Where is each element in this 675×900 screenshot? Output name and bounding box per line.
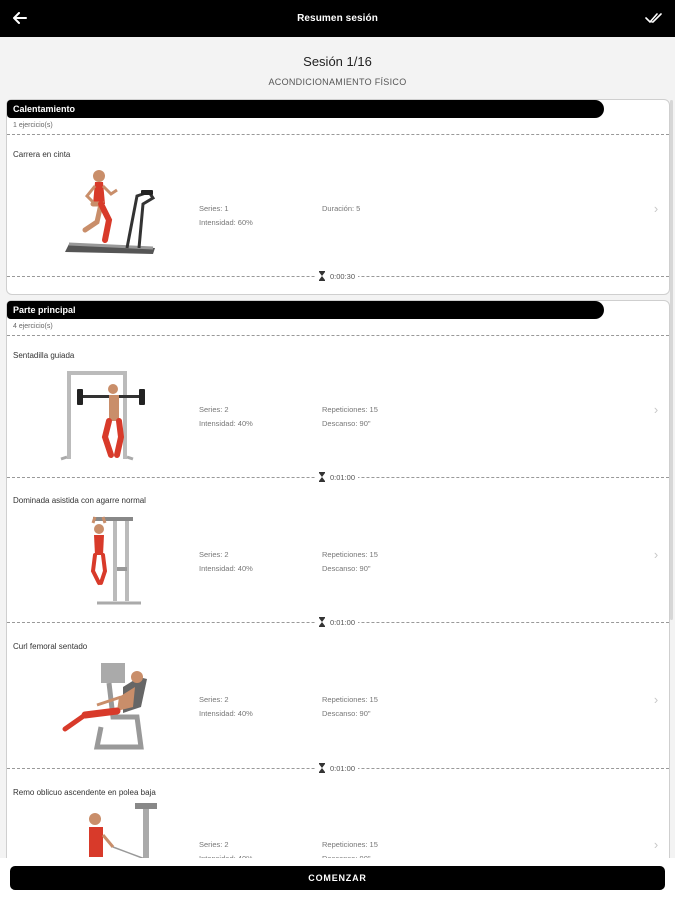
exercise-name: Sentadilla guiada [13, 351, 75, 360]
section-title: Calentamiento [7, 100, 604, 118]
session-title: Sesión 1/16 [303, 54, 372, 69]
exercise-name: Dominada asistida con agarre normal [13, 496, 146, 505]
rest-timer [315, 763, 358, 773]
section-warmup [6, 99, 670, 295]
rest-timer [315, 617, 358, 627]
exercise-count: 4 ejercicio(s) [13, 323, 53, 330]
double-check-icon[interactable] [643, 8, 665, 28]
start-button[interactable]: COMENZAR [10, 866, 665, 890]
exercise-count: 1 ejercicio(s) [13, 122, 53, 129]
rest-timer [315, 271, 358, 281]
scrollbar[interactable] [670, 100, 673, 620]
hourglass-icon [318, 763, 326, 773]
exercise-rest: Descanso: 90" [322, 419, 371, 428]
exercise-series: Series: 2 [199, 695, 229, 704]
session-subtitle: ACONDICIONAMIENTO FÍSICO [268, 77, 407, 87]
exercise-name: Carrera en cinta [13, 150, 71, 159]
divider [7, 134, 669, 135]
exercise-intensity: Intensidad: 60% [199, 218, 253, 227]
timer-value: 0:01:00 [330, 763, 356, 773]
hourglass-icon [318, 472, 326, 482]
exercise-reps: Repeticiones: 15 [322, 550, 378, 559]
chevron-right-icon[interactable]: › [653, 201, 659, 216]
exercise-name: Curl femoral sentado [13, 642, 88, 651]
exercise-reps: Repeticiones: 15 [322, 695, 378, 704]
section-main [6, 300, 670, 870]
chevron-right-icon[interactable]: › [653, 837, 659, 852]
chevron-right-icon[interactable]: › [653, 547, 659, 562]
hourglass-icon [318, 271, 326, 281]
chevron-right-icon[interactable]: › [653, 692, 659, 707]
treadmill-runner-illustration [57, 164, 167, 260]
timer-value: 0:01:00 [330, 472, 356, 482]
screen-title: Resumen sesión [297, 13, 378, 24]
exercise-reps: Repeticiones: 15 [322, 405, 378, 414]
exercise-rest: Descanso: 90" [322, 709, 371, 718]
back-arrow-icon[interactable] [10, 8, 30, 28]
top-bar [0, 0, 675, 37]
timer-value: 0:00:30 [330, 271, 356, 281]
smith-machine-squat-illustration [57, 367, 167, 463]
exercise-series: Series: 2 [199, 550, 229, 559]
exercise-series: Series: 1 [199, 204, 229, 213]
assisted-pullup-illustration [57, 511, 167, 607]
exercise-series: Series: 2 [199, 405, 229, 414]
seated-leg-curl-illustration [57, 657, 167, 753]
exercise-reps: Repeticiones: 15 [322, 840, 378, 849]
section-title: Parte principal [7, 301, 604, 319]
exercise-intensity: Intensidad: 40% [199, 564, 253, 573]
timer-value: 0:01:00 [330, 617, 356, 627]
exercise-series: Series: 2 [199, 840, 229, 849]
exercise-name: Remo oblicuo ascendente en polea baja [13, 788, 156, 797]
exercise-rest: Descanso: 90" [322, 564, 371, 573]
rest-timer [315, 472, 358, 482]
exercise-intensity: Intensidad: 40% [199, 709, 253, 718]
exercise-intensity: Intensidad: 40% [199, 419, 253, 428]
hourglass-icon [318, 617, 326, 627]
exercise-duration: Duración: 5 [322, 204, 361, 213]
chevron-right-icon[interactable]: › [653, 402, 659, 417]
divider [7, 335, 669, 336]
